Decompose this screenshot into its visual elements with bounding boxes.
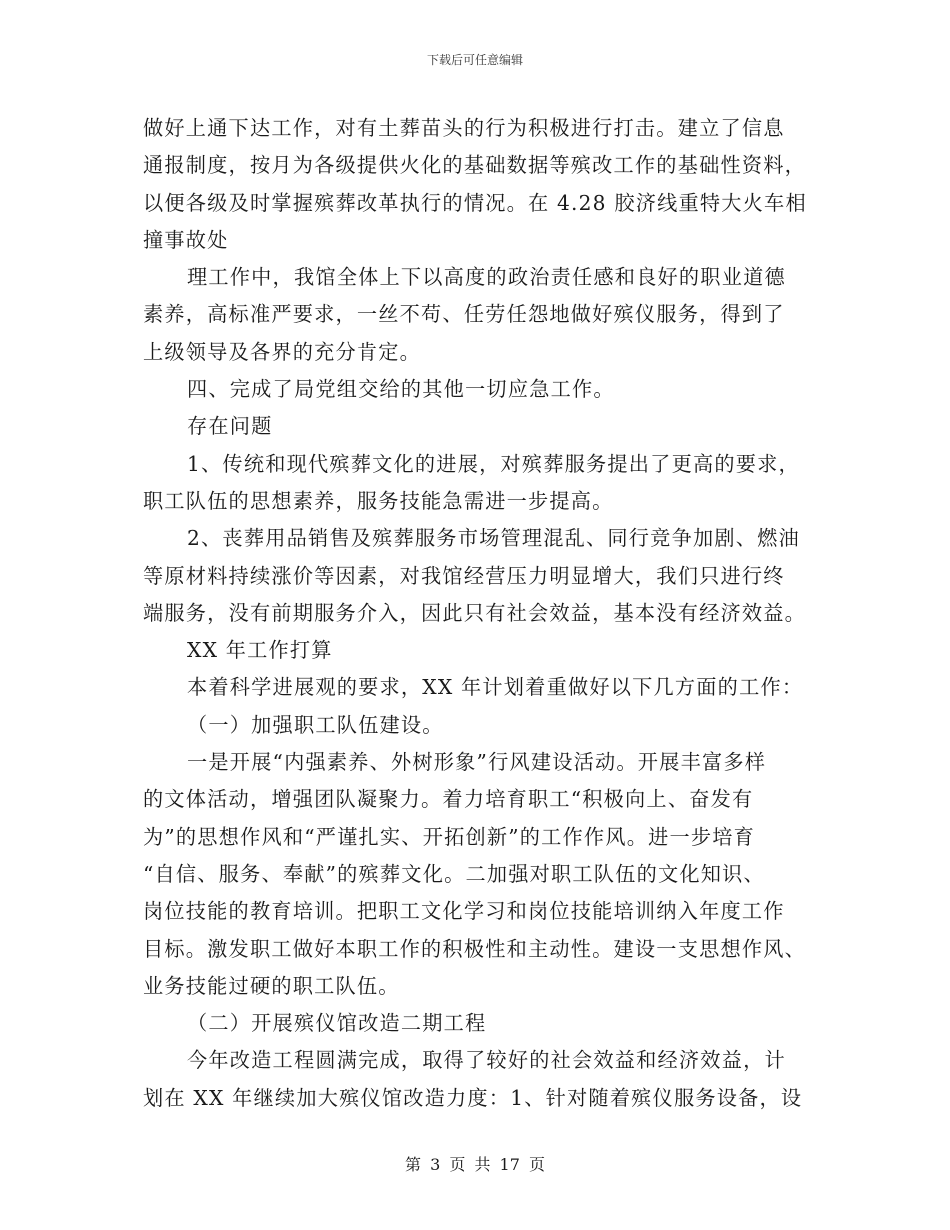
text-line: 划在 XX 年继续加大殡仪馆改造力度：1、针对随着殡仪服务设备，设 [143,1085,803,1110]
text-line: 素养，高标准严要求，一丝不苟、任劳任怨地做好殡仪服务，得到了 [143,302,785,327]
text-line: 理工作中，我馆全体上下以高度的政治责任感和良好的职业道德 [187,265,786,290]
page-footer: 第 3 页 共 17 页 [405,1155,545,1174]
text-line: 职工队伍的思想素养，服务技能急需进一步提高。 [143,488,614,513]
text-line: （一）加强职工队伍建设。 [187,712,444,737]
text-line: 1、传统和现代殡葬文化的进展，对殡葬服务提出了更高的要求， [187,451,800,476]
text-line: 通报制度，按月为各级提供火化的基础数据等殡改工作的基础性资料， [143,153,807,178]
text-line: 撞事故处 [143,227,229,252]
text-line: （二）开展殡仪馆改造二期工程 [187,1011,487,1036]
text-line: 等原材料持续涨价等因素，对我馆经营压力明显增大，我们只进行终 [143,563,785,588]
text-line: “自信、服务、奉献”的殡葬文化。二加强对职工队伍的文化知识、 [143,861,765,886]
text-line: XX 年工作打算 [187,638,333,663]
text-line: 业务技能过硬的职工队伍。 [143,973,400,998]
text-line: 端服务，没有前期服务介入，因此只有社会效益，基本没有经济效益。 [143,600,807,625]
text-line: 四、完成了局党组交给的其他一切应急工作。 [187,377,615,402]
document-body [143,110,813,1117]
text-line: 本着科学进展观的要求，XX 年计划着重做好以下几方面的工作： [187,675,804,700]
text-line: 目标。激发职工做好本职工作的积极性和主动性。建设一支思想作风、 [143,936,807,961]
page-header: 下载后可任意编辑 [426,53,523,67]
text-line: 一是开展“内强素养、外树形象”行风建设活动。开展丰富多样 [187,750,767,775]
text-line: 2、丧葬用品销售及殡葬服务市场管理混乱、同行竞争加剧、燃油 [187,526,800,551]
text-line: 上级领导及各界的充分肯定。 [143,339,422,364]
text-line: 做好上通下达工作，对有土葬苗头的行为积极进行打击。建立了信息 [143,116,785,140]
text-line: 为”的思想作风和“严谨扎实、开拓创新”的工作作风。进一步培育 [143,824,756,849]
text-line: 岗位技能的教育培训。把职工文化学习和岗位技能培训纳入年度工作 [143,899,785,924]
text-line: 存在问题 [187,414,273,439]
text-line: 今年改造工程圆满完成，取得了较好的社会效益和经济效益，计 [187,1048,786,1073]
text-line: 的文体活动，增强团队凝聚力。着力培育职工“积极向上、奋发有 [143,787,754,812]
text-line: 以便各级及时掌握殡葬改革执行的情况。在 4.28 胶济线重特大火车相 [143,190,807,215]
